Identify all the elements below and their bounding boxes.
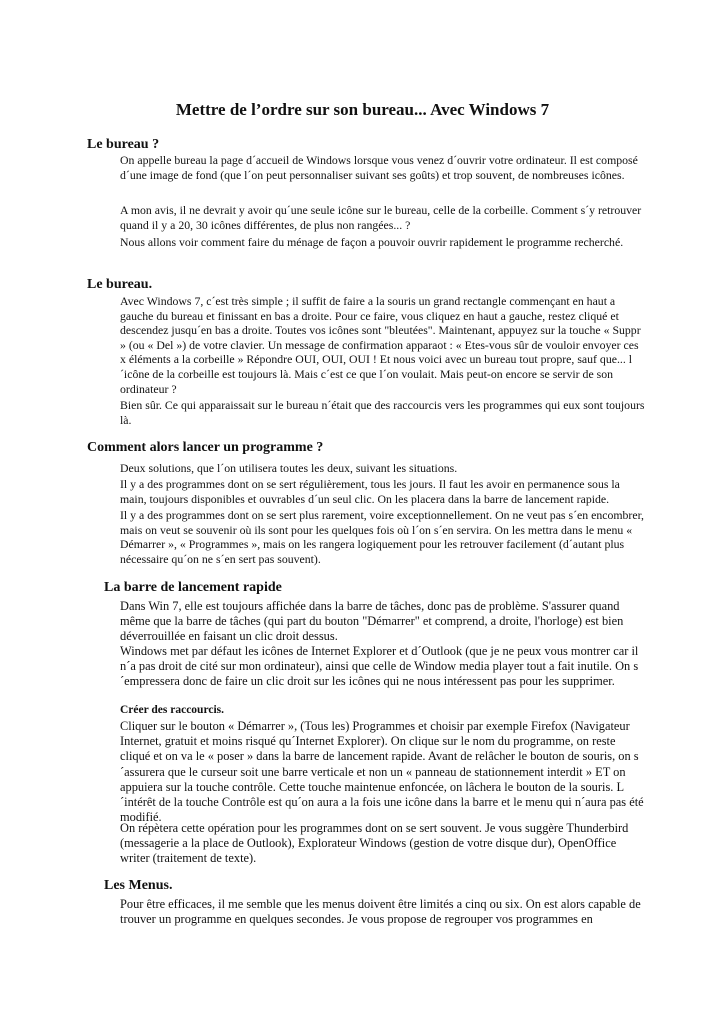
section-heading-lancer-programme: Comment alors lancer un programme ?: [87, 440, 324, 455]
paragraph: Deux solutions, que l´on utilisera toutes les deux, suivant les situations.: [120, 461, 458, 475]
paragraph: Avec Windows 7, c´est très simple ; il suffit de faire a la souris un grand rectangle commençant en haut a gauche du bureau et finissant en bas a droite. Pour ce faire, vous cliquez en haut a gauche, restez cliqué et descendez jusqu´en bas a droite. Toutes vos icônes sont "bleutées". Maintenant, appuyez sur la touche « Suppr » (ou « Del ») de votre clavier. Un message de confirmation apparaot : « Etes-vous sûr de vouloir envoyer ces x éléments a la corbeille » Répondre OUI, OUI, OUI ! Et nous voici avec un bureau tout propre, sauf que... l´icône de la corbeille est toujours là. Mais c´est ce que l´on voulait. Mais peut-on encore se servir de son ordinateur ?: [120, 294, 641, 396]
subsection-heading-creer-raccourcis: Créer des raccourcis.: [120, 704, 224, 716]
section-heading-les-menus: Les Menus.: [104, 878, 173, 893]
paragraph: Dans Win 7, elle est toujours affichée dans la barre de tâches, donc pas de problème. S'assurer quand même que la barre de tâches (qui part du bouton "Démarrer" et comprend, a droite, l'horloge) est bien déverrouillée en faisant un clic droit dessus.: [120, 599, 624, 644]
paragraph: Bien sûr. Ce qui apparaissait sur le bureau n´était que des raccourcis vers les programmes qui eux sont toujours là.: [120, 398, 645, 427]
section-heading-le-bureau: Le bureau.: [87, 277, 153, 292]
paragraph: Pour être efficaces, il me semble que les menus doivent être limités a cinq ou six. On est alors capable de trouver un programme en quelques secondes. Je vous propose de regrouper vos programmes en: [120, 897, 641, 927]
section-heading-le-bureau-question: Le bureau ?: [87, 137, 160, 152]
paragraph: Il y a des programmes dont on se sert plus rarement, voire exceptionnellement. On ne veut pas s´en encombrer, mais on veut se souvenir où ils sont pour les quelques fois où l´on s´en servira. On les mettra dans le menu « Démarrer », « Programmes », mais on les rangera logiquement pour les retrouver facilement (d´autant plus nécessaire qu´on ne s´en sert pas souvent).: [120, 508, 644, 566]
paragraph: On répètera cette opération pour les programmes dont on se sert souvent. Je vous suggère Thunderbird (messagerie a la place de Outlook), Explorateur Windows (gestion de votre disque dur), OpenOffice writer (traitement de texte).: [120, 821, 629, 866]
paragraph: Nous allons voir comment faire du ménage de façon a pouvoir ouvrir rapidement le programme recherché.: [120, 235, 624, 249]
paragraph: On appelle bureau la page d´accueil de Windows lorsque vous venez d´ouvrir votre ordinateur. Il est composé d´une image de fond (que l´on peut personnaliser suivant ses goûts) et trop souvent, de nombreuses icônes.: [120, 153, 638, 182]
page-title: Mettre de l’ordre sur son bureau... Avec Windows 7: [175, 100, 550, 119]
paragraph: Cliquer sur le bouton « Démarrer », (Tous les) Programmes et choisir par exemple Firefox (Navigateur Internet, gratuit et moins risqué qu´Internet Explorer). On clique sur le nom du programme, on reste cliqué et on va le « poser » dans la barre de lancement rapide. Avant de relâcher le bouton de souris, on s´assurera que le curseur soit une barre verticale et non un « panneau de stationnement interdit » ET on appuiera sur la touche contrôle. Cette touche maintenue enfoncée, on lâchera le bouton de la souris. L´intérêt de la touche Contrôle est qu´on aura a la fois une icône dans la barre et le menu qui n´aura pas été modifié.: [120, 719, 644, 825]
paragraph: Il y a des programmes dont on se sert régulièrement, tous les jours. Il faut les avoir en permanence sous la main, toujours disponibles et ouvrables d´un seul clic. On les placera dans la barre de lancement rapide.: [120, 477, 620, 506]
paragraph: A mon avis, il ne devrait y avoir qu´une seule icône sur le bureau, celle de la corbeille. Comment s´y retrouver quand il y a 20, 30 icônes différentes, de plus non rangées... ?: [120, 203, 642, 232]
paragraph: Windows met par défaut les icônes de Internet Explorer et d´Outlook (que je ne peux vous montrer car il n´a pas droit de cité sur mon ordinateur), ainsi que celle de Window media player tout a fait inutile. On s´empressera donc de faire un clic droit sur les icônes qui ne nous intéressent pas pour les supprimer.: [120, 644, 639, 689]
section-heading-barre-lancement: La barre de lancement rapide: [104, 580, 282, 595]
